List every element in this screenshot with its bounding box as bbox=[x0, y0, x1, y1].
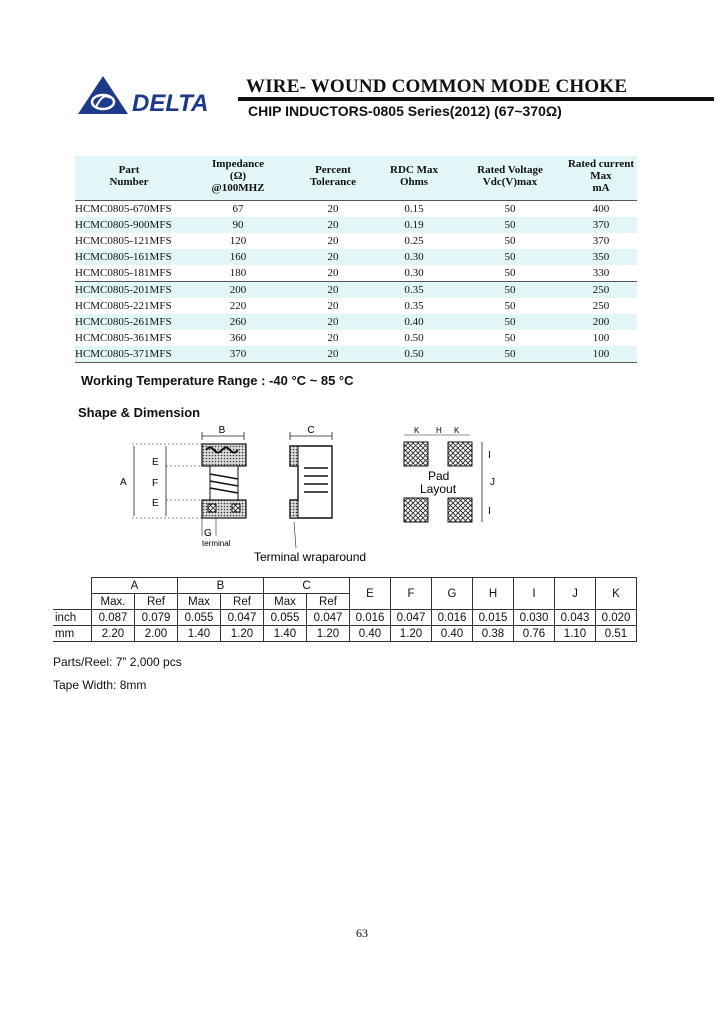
table-cell: 0.35 bbox=[373, 282, 455, 299]
pad-layout-view bbox=[404, 426, 495, 522]
table-cell: 0.30 bbox=[404, 267, 424, 279]
label-f: F bbox=[152, 478, 159, 489]
dim-col-g: G bbox=[432, 578, 473, 610]
dim-table-cell: 0.016 bbox=[350, 610, 391, 626]
dim-sub-b-ref: Ref bbox=[221, 594, 264, 610]
dim-table-cell: 0.047 bbox=[391, 610, 432, 626]
label-g: G bbox=[204, 528, 212, 539]
tape-width: Tape Width: 8mm bbox=[53, 678, 147, 692]
table-cell: HCMC0805-201MFS bbox=[75, 282, 183, 299]
spec-table-body bbox=[75, 201, 637, 363]
table-cell: 50 bbox=[504, 267, 516, 279]
dim-table-cell: 1.40 bbox=[264, 626, 307, 642]
dim-unit-label: mm bbox=[53, 626, 92, 642]
table-cell: 0.19 bbox=[373, 217, 455, 233]
dim-table-cell: 1.20 bbox=[307, 626, 350, 642]
dim-col-j: J bbox=[555, 578, 596, 610]
table-cell: 0.25 bbox=[404, 235, 424, 247]
table-cell: 100 bbox=[592, 332, 610, 344]
table-cell: 370 bbox=[565, 217, 637, 233]
label-e-bottom: E bbox=[152, 498, 159, 509]
table-cell: 20 bbox=[327, 235, 339, 247]
table-cell: HCMC0805-261MFS bbox=[75, 314, 183, 330]
dim-table-cell: 0.40 bbox=[350, 626, 391, 642]
table-cell: 260 bbox=[183, 314, 293, 330]
dim-col-i: I bbox=[514, 578, 555, 610]
label-k-left: K bbox=[414, 426, 420, 435]
table-cell: 160 bbox=[183, 249, 293, 265]
dim-table-cell: 0.51 bbox=[596, 626, 637, 642]
dim-header-row-1 bbox=[53, 578, 637, 594]
label-layout: Layout bbox=[420, 482, 457, 496]
table-cell: 50 bbox=[455, 314, 565, 330]
table-cell: 20 bbox=[327, 203, 339, 215]
table-cell: 200 bbox=[565, 314, 637, 330]
table-cell: 50 bbox=[455, 217, 565, 233]
label-c: C bbox=[307, 425, 315, 436]
col-header-rated-current: Rated current Max mA bbox=[565, 156, 637, 201]
table-cell: 20 bbox=[327, 267, 339, 279]
dim-col-h: H bbox=[473, 578, 514, 610]
logo-text: DELTA bbox=[132, 90, 209, 116]
dim-sub-c-max: Max bbox=[264, 594, 307, 610]
table-cell: HCMC0805-121MFS bbox=[75, 235, 172, 247]
label-h: H bbox=[436, 426, 442, 435]
table-cell: 0.35 bbox=[404, 300, 424, 312]
label-b: B bbox=[218, 425, 226, 436]
label-i-top: I bbox=[488, 450, 491, 461]
col-header-rdc: RDC Max Ohms bbox=[373, 156, 455, 201]
table-row bbox=[75, 346, 637, 363]
table-cell: HCMC0805-670MFS bbox=[75, 203, 172, 215]
dim-table-cell: 1.40 bbox=[178, 626, 221, 642]
table-cell: 350 bbox=[565, 249, 637, 265]
table-cell: 220 bbox=[229, 300, 247, 312]
table-cell: 100 bbox=[565, 346, 637, 363]
table-cell: 370 bbox=[183, 346, 293, 363]
dim-unit-label: inch bbox=[53, 610, 92, 626]
dim-table-cell: 0.76 bbox=[514, 626, 555, 642]
col-header-impedance: Impedance (Ω) @100MHZ bbox=[183, 156, 293, 201]
table-cell: 120 bbox=[229, 235, 247, 247]
table-cell: 0.40 bbox=[373, 314, 455, 330]
dim-table-cell: 0.043 bbox=[555, 610, 596, 626]
table-cell: 20 bbox=[293, 217, 373, 233]
dim-group-a: A bbox=[92, 578, 178, 594]
chip-front-view bbox=[120, 425, 246, 548]
dim-table-body bbox=[53, 610, 637, 642]
parts-per-reel: Parts/Reel: 7” 2,000 pcs bbox=[53, 655, 182, 669]
dim-table-cell: 2.20 bbox=[92, 626, 135, 642]
delta-logo bbox=[76, 74, 216, 116]
page-number: 63 bbox=[356, 926, 368, 940]
dim-sub-c-ref: Ref bbox=[307, 594, 350, 610]
table-cell: 250 bbox=[592, 300, 610, 312]
dim-table-cell: 0.079 bbox=[135, 610, 178, 626]
shape-dimension-heading: Shape & Dimension bbox=[78, 405, 201, 420]
dim-col-f: F bbox=[391, 578, 432, 610]
table-row bbox=[75, 217, 637, 233]
dim-sub-b-max: Max bbox=[178, 594, 221, 610]
dim-table-cell: 1.10 bbox=[555, 626, 596, 642]
label-pad: Pad bbox=[428, 469, 450, 483]
label-e-top: E bbox=[152, 457, 159, 468]
table-cell: 50 bbox=[455, 282, 565, 299]
col-header-part-number: Part Number bbox=[75, 156, 183, 201]
table-cell: HCMC0805-161MFS bbox=[75, 249, 183, 265]
table-cell: 50 bbox=[504, 203, 516, 215]
dim-table-cell: 0.40 bbox=[432, 626, 473, 642]
table-cell: 0.50 bbox=[373, 346, 455, 363]
dim-col-e: E bbox=[350, 578, 391, 610]
label-terminal-wraparound: Terminal wraparound bbox=[254, 550, 367, 564]
label-k-right: K bbox=[454, 426, 460, 435]
table-cell: 50 bbox=[504, 235, 516, 247]
table-cell: 20 bbox=[327, 300, 339, 312]
table-cell: HCMC0805-361MFS bbox=[75, 332, 172, 344]
dim-table-cell: 0.015 bbox=[473, 610, 514, 626]
table-cell: 370 bbox=[592, 235, 610, 247]
title-underline bbox=[238, 97, 714, 101]
table-cell: 400 bbox=[592, 203, 610, 215]
table-row bbox=[75, 201, 637, 218]
dim-table-cell: 0.055 bbox=[178, 610, 221, 626]
label-i-bottom: I bbox=[488, 506, 491, 517]
table-row bbox=[75, 282, 637, 299]
table-cell: 67 bbox=[232, 203, 244, 215]
dim-table-row bbox=[53, 610, 637, 626]
chip-side-view bbox=[254, 425, 366, 564]
table-row bbox=[75, 233, 637, 249]
dim-table-cell: 0.38 bbox=[473, 626, 514, 642]
col-header-rated-voltage: Rated Voltage Vdc(V)max bbox=[455, 156, 565, 201]
dim-group-c: C bbox=[264, 578, 350, 594]
dim-table-cell: 0.047 bbox=[307, 610, 350, 626]
table-cell: 50 bbox=[504, 332, 516, 344]
dim-table-cell: 0.030 bbox=[514, 610, 555, 626]
table-cell: 0.50 bbox=[404, 332, 424, 344]
table-cell: 20 bbox=[293, 249, 373, 265]
label-terminal: terminal bbox=[202, 539, 231, 548]
dim-col-k: K bbox=[596, 578, 637, 610]
table-cell: 200 bbox=[183, 282, 293, 299]
table-cell: 180 bbox=[229, 267, 247, 279]
table-cell: 20 bbox=[293, 282, 373, 299]
table-cell: 20 bbox=[293, 346, 373, 363]
dim-table-cell: 1.20 bbox=[391, 626, 432, 642]
table-cell: 20 bbox=[327, 332, 339, 344]
dim-sub-a-ref: Ref bbox=[135, 594, 178, 610]
dim-sub-a-max: Max. bbox=[92, 594, 135, 610]
label-a: A bbox=[120, 477, 127, 488]
page-title: WIRE- WOUND COMMON MODE CHOKE bbox=[246, 76, 628, 97]
table-cell: 50 bbox=[455, 249, 565, 265]
dimension-table bbox=[53, 577, 637, 642]
table-row bbox=[75, 265, 637, 282]
table-row bbox=[75, 330, 637, 346]
spec-table-header-row bbox=[75, 156, 637, 201]
table-cell: HCMC0805-221MFS bbox=[75, 300, 172, 312]
col-header-tolerance: Percent Tolerance bbox=[293, 156, 373, 201]
table-cell: 90 bbox=[183, 217, 293, 233]
table-row bbox=[75, 249, 637, 265]
page-subtitle: CHIP INDUCTORS-0805 Series(2012) (67~370Ω) bbox=[248, 103, 562, 119]
dim-group-b: B bbox=[178, 578, 264, 594]
table-cell: 0.30 bbox=[373, 249, 455, 265]
dim-table-cell: 0.047 bbox=[221, 610, 264, 626]
dim-table-cell: 0.055 bbox=[264, 610, 307, 626]
table-row bbox=[75, 314, 637, 330]
table-cell: 50 bbox=[455, 346, 565, 363]
working-temperature: Working Temperature Range : -40 °C ~ 85 °C bbox=[81, 373, 354, 388]
table-cell: 20 bbox=[293, 314, 373, 330]
spec-table bbox=[75, 156, 637, 363]
table-cell: 330 bbox=[592, 267, 610, 279]
dim-table-cell: 2.00 bbox=[135, 626, 178, 642]
table-cell: 250 bbox=[565, 282, 637, 299]
dimension-diagrams bbox=[118, 418, 538, 568]
table-cell: HCMC0805-900MFS bbox=[75, 217, 183, 233]
label-j: J bbox=[490, 477, 495, 488]
dim-table-row bbox=[53, 626, 637, 642]
table-row bbox=[75, 298, 637, 314]
table-cell: HCMC0805-181MFS bbox=[75, 267, 172, 279]
table-cell: HCMC0805-371MFS bbox=[75, 346, 183, 363]
table-cell: 360 bbox=[229, 332, 247, 344]
dim-table-cell: 0.016 bbox=[432, 610, 473, 626]
dim-table-cell: 1.20 bbox=[221, 626, 264, 642]
dim-table-cell: 0.020 bbox=[596, 610, 637, 626]
dim-table-cell: 0.087 bbox=[92, 610, 135, 626]
table-cell: 50 bbox=[504, 300, 516, 312]
table-cell: 0.15 bbox=[404, 203, 424, 215]
